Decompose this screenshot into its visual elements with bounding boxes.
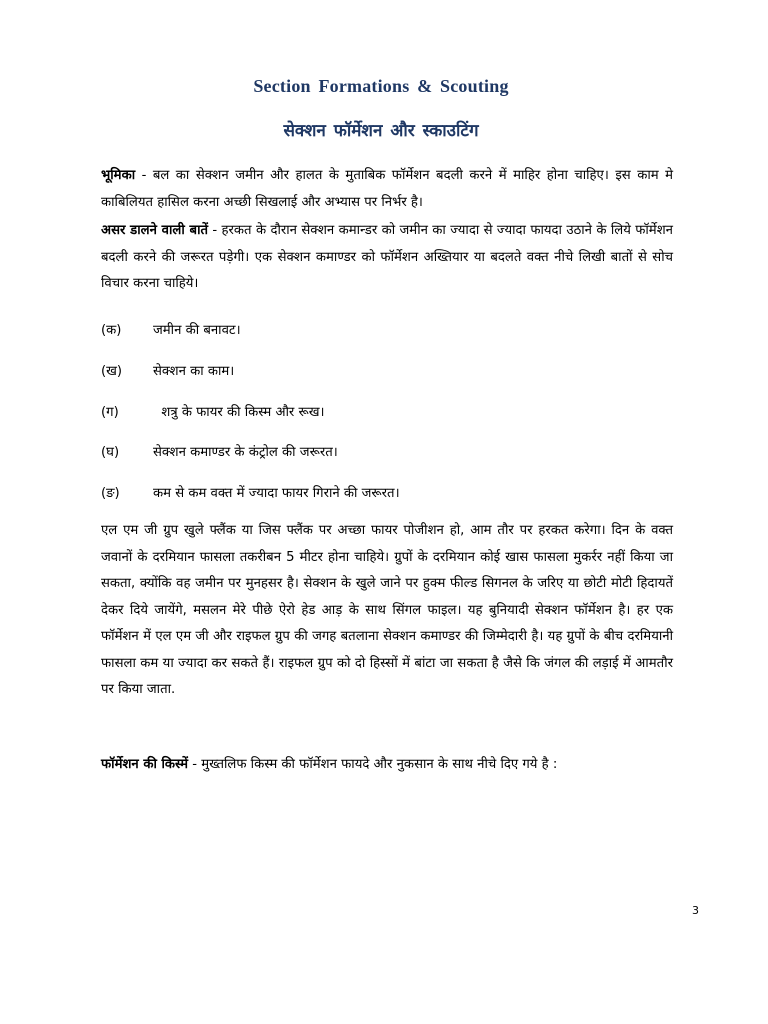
formation-types-text: - मुख्तलिफ किस्म की फॉर्मेशन फायदे और नुकसान के साथ नीचे दिए गये है : <box>188 757 558 772</box>
list-item <box>101 443 338 463</box>
list-item-text: शत्रु के फायर की किस्म और रूख। <box>153 405 325 420</box>
intro-paragraph <box>101 163 673 216</box>
list-item-marker: (ङ) <box>101 486 120 501</box>
list-item-text: सेक्शन कमाण्डर के कंट्रोल की जरूरत। <box>153 445 338 460</box>
list-item-marker: (क) <box>101 323 122 338</box>
factors-paragraph <box>101 218 673 298</box>
intro-label: भूमिका <box>101 168 136 183</box>
list-item-text: कम से कम वक्त में ज्यादा फायर गिराने की जरूरत। <box>153 486 400 501</box>
list-item-text: सेक्शन का काम। <box>153 364 235 379</box>
list-item-marker: (ग) <box>101 405 119 420</box>
list-item-marker: (घ) <box>101 445 120 460</box>
page-title-hindi: सेक्शन फॉर्मेशन और स्काउटिंग <box>283 121 479 141</box>
list-item-text: जमीन की बनावट। <box>153 323 241 338</box>
factors-text: - हरकत के दौरान सेक्शन कमान्डर को जमीन का ज्यादा से ज्यादा फायदा उठाने के लिये फॉर्मेशन बदली करने की जरूरत पड़ेगी। एक सेक्शन कमाण्डर को फॉर्मेशन अख्तियार या बदलते वक्त नीचे लिखी बातों से सोच विचार करना चाहिये। <box>101 223 673 291</box>
formation-types-label: फॉर्मेशन की किस्में <box>101 757 189 772</box>
list-item-marker: (ख) <box>101 364 123 379</box>
body-paragraph: एल एम जी ग्रुप खुले फ्लैंक या जिस फ्लैंक पर अच्छा फायर पोजीशन हो, आम तौर पर हरकत करेगा। दिन के वक्त जवानों के दरमियान फासला तकरीबन 5 मीटर होना चाहिये। ग्रुपों के दरमियान कोई खास फासला मुकर्रर नहीं किया जा सकता, क्योंकि वह जमीन पर मुनहसर है। सेक्शन के खुले जाने पर हुक्म फील्ड सिगनल के जरिए या छोटी मोटी हिदायतें देकर दिये जायेंगे, मसलन मेरे पीछे ऐरो हेड आड़ के साथ सिंगल फाइल। यह बुनियादी सेक्शन फॉर्मेशन है। हर एक फॉर्मेशन में एल एम जी और राइफल ग्रुप की जगह बतलाना सेक्शन कमाण्डर की जिम्मेदारी है। यह ग्रुपों के बीच दरमियानी फासला कम या ज्यादा कर सकते हैं। राइफल ग्रुप को दो हिस्सों में बांटा जा सकता है जैसे कि जंगल की लड़ाई में आमतौर पर किया जाता. <box>101 523 673 697</box>
list-item <box>101 484 400 504</box>
factors-label: असर डालने वाली बातें <box>101 223 209 238</box>
page-number: 3 <box>692 904 699 917</box>
page-title-english: Section Formations & Scouting <box>253 76 509 96</box>
list-item <box>101 362 234 382</box>
formation-types-paragraph <box>101 752 673 779</box>
list-item <box>101 321 241 341</box>
intro-text: - बल का सेक्शन जमीन और हालत के मुताबिक फॉर्मेशन बदली करने में माहिर होना चाहिए। इस काम मे काबिलियत हासिल करना अच्छी सिखलाई और अभ्यास पर निर्भर है। <box>101 168 673 210</box>
list-item <box>101 403 325 423</box>
